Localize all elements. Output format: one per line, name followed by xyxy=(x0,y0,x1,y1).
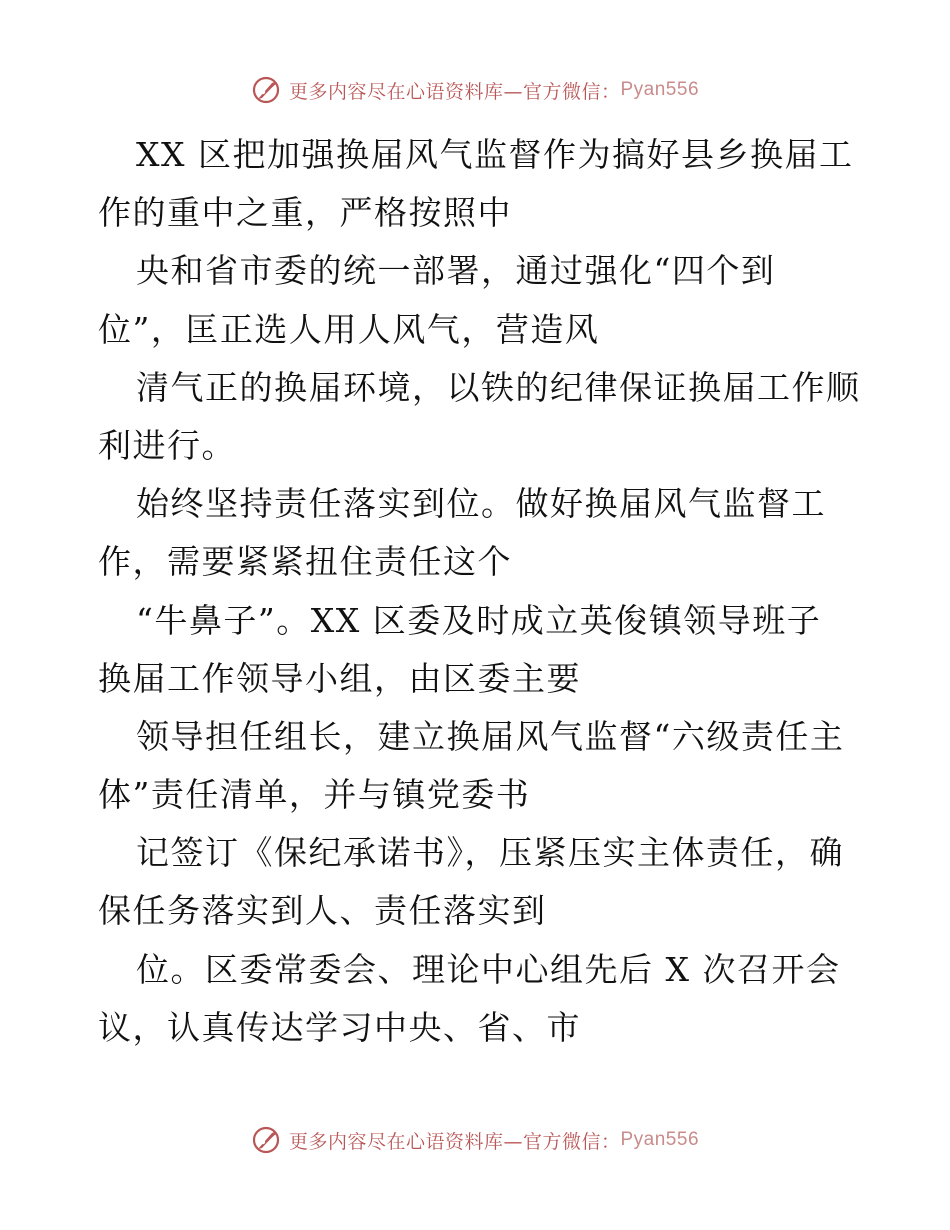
body-line: 利进行。 xyxy=(98,425,236,465)
document-body xyxy=(98,126,861,1057)
body-line: 记签订《保纪承诺书》，压紧压实主体责任，确 xyxy=(136,833,844,873)
footer-banner-text: 更多内容尽在心语资料库—官方微信： xyxy=(288,1130,621,1153)
body-line: 央和省市委的统一部署，通过强化“四个到 xyxy=(136,251,776,291)
body-line: “牛鼻子”。XX 区委及时成立英俊镇领导班子 xyxy=(136,600,822,640)
body-line: 领导担任组长，建立换届风气监督“六级责任主 xyxy=(136,716,845,756)
quill-seal-icon xyxy=(251,1125,281,1155)
header-wechat-id: Pyan556 xyxy=(620,79,700,100)
footer-watermark-banner xyxy=(0,1120,950,1160)
header-watermark-banner xyxy=(0,70,950,110)
quill-seal-icon xyxy=(251,75,281,105)
body-line: 体”责任清单，并与镇党委书 xyxy=(98,775,531,815)
body-line: 议，认真传达学习中央、省、市 xyxy=(98,1007,581,1047)
body-line: 作的重中之重，严格按照中 xyxy=(98,193,512,233)
body-line: 作，需要紧紧扭住责任这个 xyxy=(98,542,512,582)
body-line: 位。区委常委会、理论中心组先后 X 次召开会 xyxy=(136,949,841,989)
footer-wechat-id: Pyan556 xyxy=(620,1129,700,1150)
body-line: 保任务落实到人、责任落实到 xyxy=(98,891,547,931)
body-line: 换届工作领导小组，由区委主要 xyxy=(98,658,581,698)
body-line: 清气正的换届环境，以铁的纪律保证换届工作顺 xyxy=(136,367,861,407)
body-line: 位”，匡正选人用人风气，营造风 xyxy=(98,309,600,349)
body-line: 始终坚持责任落实到位。做好换届风气监督工 xyxy=(136,484,826,524)
body-line: XX 区把加强换届风气监督作为搞好县乡换届工 xyxy=(136,135,854,174)
header-banner-text: 更多内容尽在心语资料库—官方微信： xyxy=(288,80,621,103)
